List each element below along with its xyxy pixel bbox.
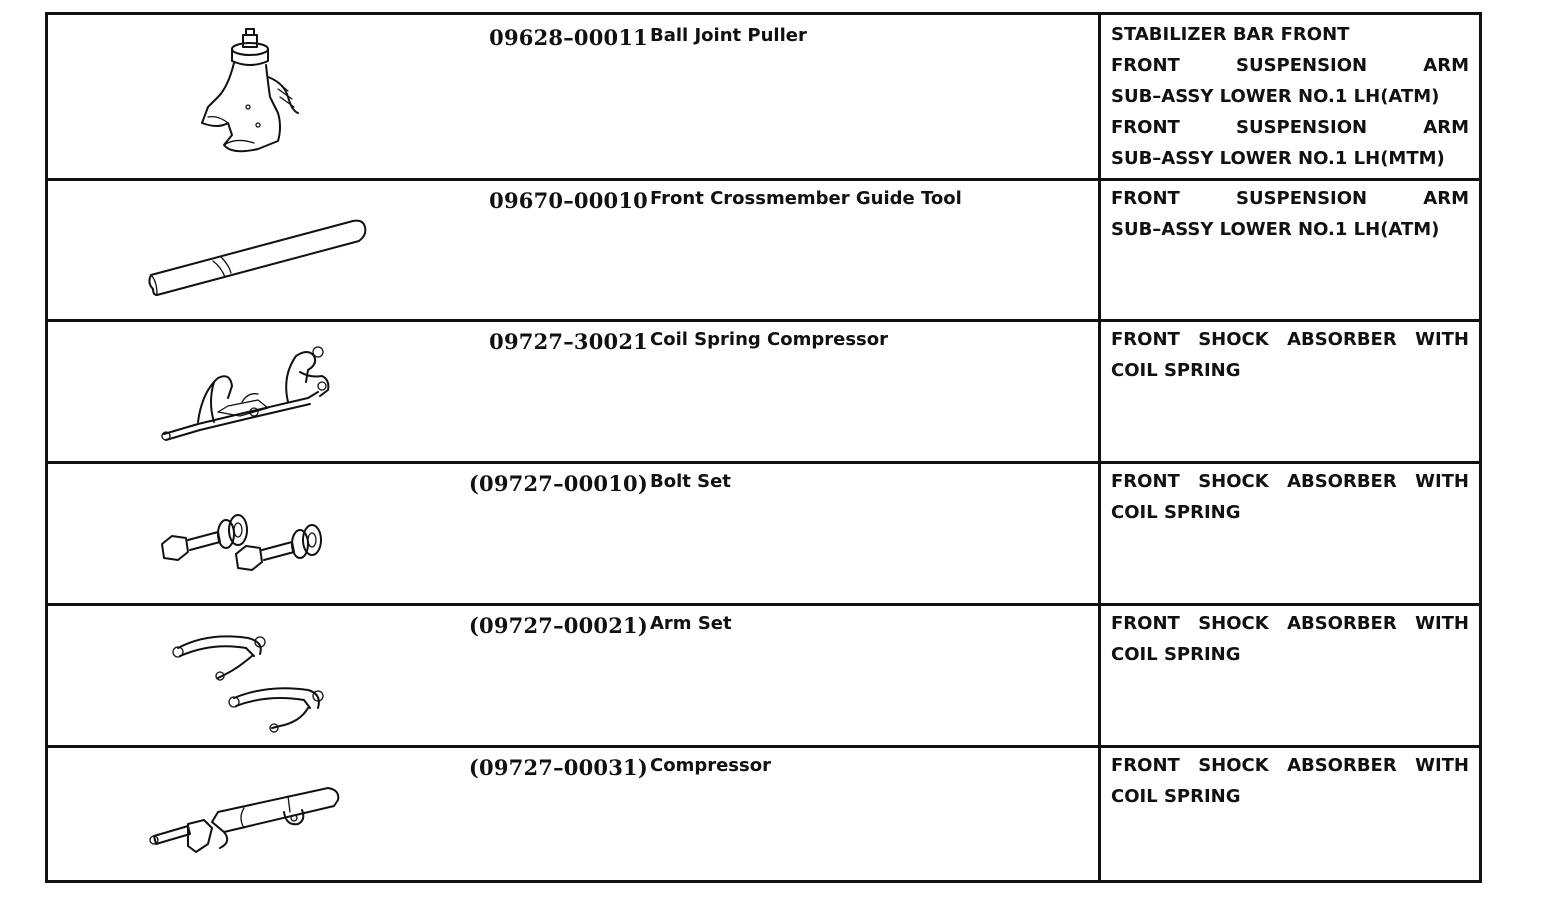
word: SUSPENSION [1235,55,1368,76]
tool-name: Arm Set [650,613,732,634]
word: WITH [1415,613,1469,634]
table-row [48,606,1479,748]
bolt-set-illustration [158,496,338,576]
usage-line: COIL SPRING [1111,360,1241,381]
usage-line-justified [1111,750,1469,781]
table-row [48,748,1479,883]
usage-line: STABILIZER BAR FRONT [1111,24,1350,45]
usage-text [1111,324,1469,386]
word: ARM [1423,188,1469,209]
word: FRONT [1111,471,1180,492]
column-divider [1098,181,1101,319]
part-number: (09727–00021) [468,613,648,638]
usage-line: SUB–ASSY LOWER NO.1 LH(ATM) [1111,219,1440,240]
word: SUSPENSION [1235,117,1368,138]
word: SHOCK [1198,613,1269,634]
usage-line: COIL SPRING [1111,786,1241,807]
word: WITH [1415,755,1469,776]
word: WITH [1415,329,1469,350]
usage-line-justified [1111,50,1469,81]
sst-table [45,12,1482,883]
usage-line: SUB–ASSY LOWER NO.1 LH(ATM) [1111,86,1440,107]
table-row [48,15,1479,181]
word: ABSORBER [1287,471,1397,492]
usage-text [1111,183,1469,245]
word: SHOCK [1198,755,1269,776]
usage-line-justified [1111,466,1469,497]
usage-line: COIL SPRING [1111,502,1241,523]
word: FRONT [1111,613,1180,634]
column-divider [1098,748,1101,883]
word: SHOCK [1198,329,1269,350]
usage-text [1111,19,1469,174]
table-row [48,464,1479,606]
table-row [48,181,1479,322]
column-divider [1098,322,1101,461]
usage-line: COIL SPRING [1111,644,1241,665]
compressor-illustration [148,782,348,862]
tool-name: Front Crossmember Guide Tool [650,188,962,209]
ball-joint-puller-illustration [188,27,318,157]
guide-tool-illustration [143,211,383,301]
word: SUSPENSION [1235,188,1368,209]
column-divider [1098,464,1101,603]
word: ABSORBER [1287,755,1397,776]
word: ARM [1423,55,1469,76]
usage-text [1111,608,1469,670]
word: FRONT [1111,755,1180,776]
tool-name: Coil Spring Compressor [650,329,889,350]
part-number: 09727–30021 [489,329,648,354]
usage-line-justified [1111,112,1469,143]
word: ARM [1423,117,1469,138]
word: SHOCK [1198,471,1269,492]
tool-name: Compressor [650,755,771,776]
word: FRONT [1111,55,1180,76]
column-divider [1098,606,1101,745]
part-number: 09628–00011 [489,25,648,50]
word: ABSORBER [1287,613,1397,634]
part-number: 09670–00010 [489,188,648,213]
table-row [48,322,1479,464]
word: FRONT [1111,329,1180,350]
part-number: (09727–00010) [468,471,648,496]
column-divider [1098,15,1101,178]
tool-name: Ball Joint Puller [650,25,807,46]
usage-text [1111,466,1469,528]
word: WITH [1415,471,1469,492]
tool-name: Bolt Set [650,471,731,492]
word: ABSORBER [1287,329,1397,350]
word: FRONT [1111,117,1180,138]
arm-set-illustration [168,628,328,738]
usage-line-justified [1111,608,1469,639]
usage-text [1111,750,1469,812]
coil-spring-compressor-illustration [158,342,338,442]
part-number: (09727–00031) [468,755,648,780]
usage-line-justified [1111,324,1469,355]
word: FRONT [1111,188,1180,209]
usage-line-justified [1111,183,1469,214]
usage-line: SUB–ASSY LOWER NO.1 LH(MTM) [1111,148,1445,169]
